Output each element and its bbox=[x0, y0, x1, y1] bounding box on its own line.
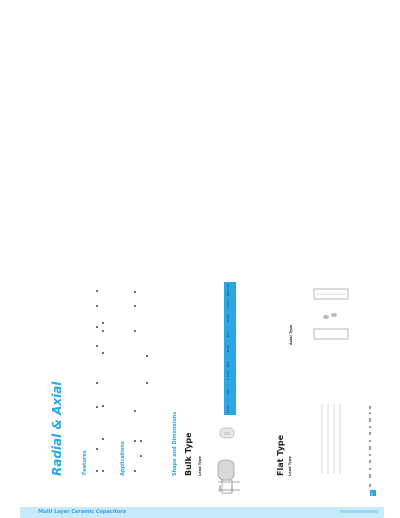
spec-col-code: Code bbox=[226, 405, 230, 413]
bulk-lead-drawing bbox=[214, 480, 244, 498]
footer-accent-bar bbox=[340, 510, 378, 513]
flat-lead-type-label: Lead Type bbox=[288, 456, 292, 476]
spec-col-pitch: Pitch bbox=[226, 344, 230, 352]
applications-heading: Applications bbox=[120, 441, 126, 476]
spec-col-lead: Lead bbox=[226, 314, 230, 322]
bulk-lead-type-label: Lead Type bbox=[198, 456, 202, 476]
bulk-type-heading: Bulk Type bbox=[184, 432, 193, 476]
spec-col-max: Max bbox=[226, 360, 230, 367]
spec-col-color: Color bbox=[226, 300, 230, 308]
catalog-strip bbox=[368, 404, 372, 496]
flat-dimension-lines bbox=[320, 400, 346, 480]
axial-capacitor-drawing bbox=[304, 285, 352, 345]
spec-col-size: Size bbox=[226, 388, 230, 395]
shape-dimensions-heading: Shape and Dimensions bbox=[172, 411, 178, 476]
page-title: Radial & Axial bbox=[50, 381, 64, 476]
footer-title: Multi Layer Ceramic Capacitors bbox=[38, 509, 126, 515]
page-number: 11 bbox=[370, 492, 374, 496]
spec-col-dia: Dia bbox=[226, 332, 230, 337]
spec-table-header bbox=[224, 282, 236, 415]
page-number-badge bbox=[370, 490, 376, 496]
axial-type-label: Axial Type bbox=[289, 324, 293, 345]
spec-col-tmax: T max bbox=[226, 370, 230, 380]
spec-col-marking: Marking bbox=[226, 283, 230, 296]
features-heading: Features bbox=[82, 450, 88, 475]
footer-band bbox=[20, 507, 384, 518]
flat-type-heading: Flat Type bbox=[276, 434, 285, 476]
